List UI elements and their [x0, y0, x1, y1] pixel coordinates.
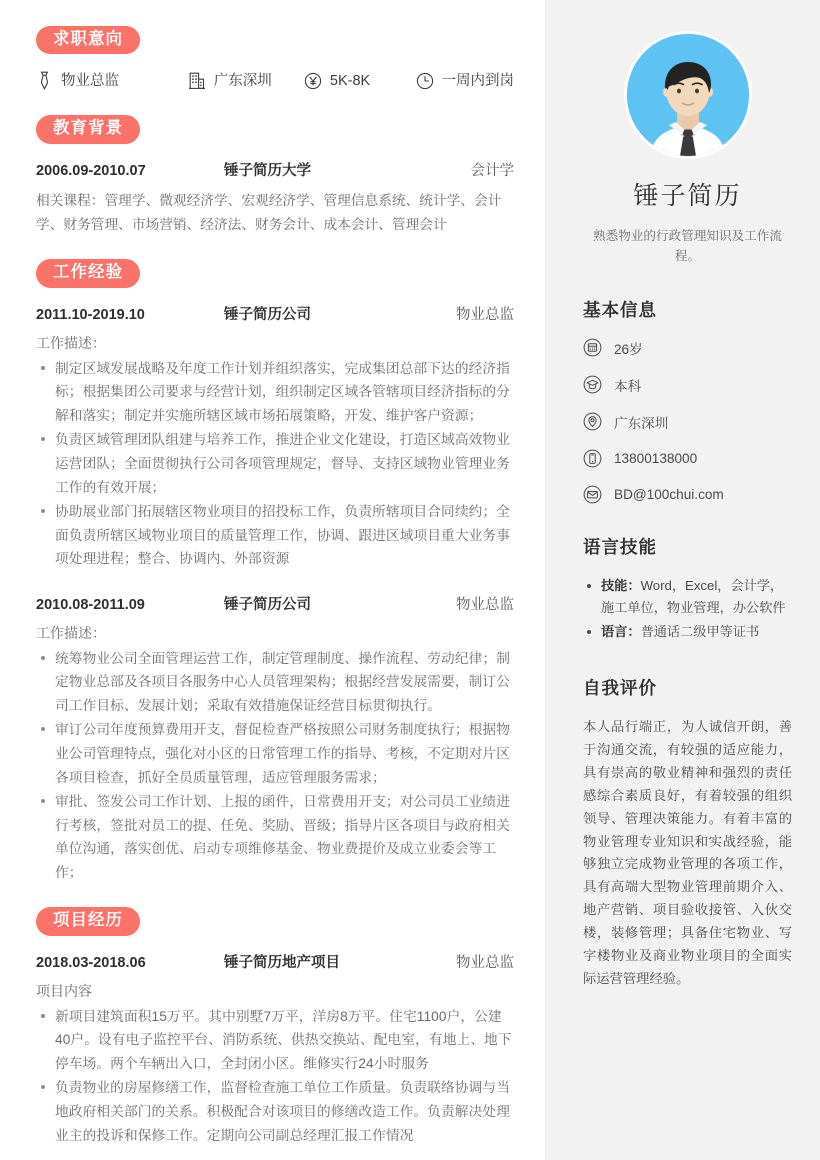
project-role: 物业总监 [456, 954, 514, 971]
avatar [627, 34, 749, 156]
job-intention-row [36, 71, 514, 90]
language-skills-heading: 语言技能 [583, 536, 657, 557]
work-bullet: 审订公司年度预算费用开支，督促检查严格按照公司财务制度执行；根据物业公司管理特点，强化对小区的日常管理工作的指导、考核，不定期对片区各项目检查，抓好全员质量管理，适应管理服务需求； [36, 718, 514, 789]
person-tagline: 熟悉物业的行政管理知识及工作流程。 [593, 229, 782, 264]
basic-info-item-phone [583, 449, 792, 468]
project-name: 锤子简历地产项目 [224, 954, 340, 971]
work-bullet: 审批、签发公司工作计划、上报的函件，日常费用开支；对公司员工业绩进行考核，签批对员工的提、任免、奖励、晋级；指导片区各项目与政府相关单位沟通，落实创优、启动专项维修基金、物业费提价及成立业委会等工作； [36, 790, 514, 884]
work-title: 物业总监 [456, 306, 514, 323]
work-bullet-list [36, 357, 514, 571]
mobile-phone-icon [583, 449, 602, 468]
education-courses: 相关课程：管理学、微观经济学、宏观经济学、管理信息系统、统计学、会计学、财务管理、市场营销、经济法、财务会计、成本会计、管理会计 [36, 192, 502, 233]
language-skills-list [583, 575, 792, 644]
calendar-icon [583, 338, 602, 357]
basic-info-degree-value: 本科 [614, 378, 642, 394]
sidebar-section-language-skills [583, 534, 792, 644]
work-company: 锤子简历公司 [224, 306, 311, 323]
work-date: 2011.10-2019.10 [36, 306, 145, 323]
language-skills-item [583, 575, 792, 619]
section-badge-project-experience: 项目经历 [36, 907, 140, 935]
basic-info-location-value: 广东深圳 [614, 415, 669, 431]
basic-info-age-value: 26岁 [614, 341, 643, 357]
avatar-illustration [627, 34, 749, 156]
basic-info-item-degree [583, 375, 792, 395]
basic-info-item-email [583, 485, 792, 504]
basic-info-heading: 基本信息 [583, 299, 657, 320]
work-date: 2010.08-2011.09 [36, 596, 145, 613]
location-pin-icon [583, 412, 602, 431]
project-content-label: 项目内容 [36, 982, 92, 999]
project-date: 2018.03-2018.06 [36, 954, 146, 971]
intent-position-label: 物业总监 [61, 73, 119, 90]
work-description-label: 工作描述： [36, 334, 106, 351]
language-skills-item [583, 621, 792, 643]
skills-label: 技能： [601, 577, 641, 593]
avatar-wrapper [583, 34, 792, 156]
intent-location-label: 广东深圳 [213, 73, 272, 90]
basic-info-list [583, 338, 792, 504]
section-education [36, 115, 514, 237]
work-description-label: 工作描述： [36, 624, 106, 641]
skills-value: Word，Excel，会计学，施工单位，物业管理，办公软件 [601, 577, 786, 615]
work-entry-header [36, 593, 514, 614]
section-project-experience [36, 907, 514, 1147]
work-company: 锤子简历公司 [224, 596, 311, 613]
education-school: 锤子简历大学 [224, 162, 311, 179]
work-title: 物业总监 [456, 596, 514, 613]
project-bullet-list [36, 1005, 514, 1147]
clock-icon [416, 72, 434, 90]
project-bullet: 负责物业的房屋修缮工作，监督检查施工单位工作质量。负责联络协调与当地政府相关部门的关系。积极配合对该项目的修缮改造工作。负责解决处理业主的投诉和保修工作。定期向公司副总经理汇报工作情况 [36, 1076, 514, 1147]
basic-info-email-value: BD@100chui.com [614, 486, 724, 502]
yen-circle-icon [304, 72, 322, 90]
work-bullet: 协助展业部门拓展辖区物业项目的招投标工作，负责所辖项目合同续约；全面负责所辖区域物业项目的质量管理工作，协调、跟进区域项目重大业务事项处理进程；整合、协调内、外部资源 [36, 500, 514, 571]
section-badge-education: 教育背景 [36, 115, 140, 143]
intent-item-availability [416, 72, 515, 90]
work-bullet: 负责区域管理团队组建与培养工作，推进企业文化建设，打造区域高效物业运营团队；全面贯彻执行公司各项管理规定，督导、支持区域物业管理业务工作的有效开展； [36, 428, 514, 499]
basic-info-item-age [583, 338, 792, 358]
section-badge-work-experience: 工作经验 [36, 259, 140, 287]
section-badge-job-intention: 求职意向 [36, 26, 140, 54]
education-date: 2006.09-2010.07 [36, 162, 146, 179]
building-icon [188, 71, 206, 90]
language-value: 普通话二级甲等证书 [640, 624, 760, 640]
self-evaluation-heading: 自我评价 [583, 678, 657, 699]
language-label: 语言： [601, 624, 641, 640]
section-work-experience [36, 259, 514, 884]
work-entry-header [36, 303, 514, 324]
envelope-icon [583, 485, 602, 504]
education-major: 会计学 [470, 162, 514, 179]
work-bullet: 统筹物业公司全面管理运营工作，制定管理制度、操作流程、劳动纪律；制定物业总部及各项目各服务中心人员管理架构；根据经营发展需要，制订公司工作目标、发展计划；采取有效措施保证经营目标贯彻执行。 [36, 647, 514, 718]
intent-availability-label: 一周内到岗 [441, 73, 514, 90]
intent-item-position [36, 71, 188, 90]
sidebar [545, 0, 820, 1160]
basic-info-phone-value: 13800138000 [614, 450, 698, 466]
sidebar-section-self-evaluation [583, 675, 792, 990]
project-entry-header [36, 951, 514, 972]
intent-item-location [188, 71, 304, 90]
intent-item-salary [304, 72, 416, 90]
basic-info-item-location [583, 412, 792, 432]
sidebar-section-basic-info [583, 297, 792, 504]
education-entry-header [36, 159, 514, 180]
section-job-intention [36, 26, 514, 90]
necktie-icon [36, 71, 53, 90]
graduation-cap-icon [583, 375, 602, 394]
intent-salary-label: 5K-8K [329, 73, 371, 90]
work-bullet-list [36, 647, 514, 885]
project-bullet: 新项目建筑面积15万平。其中别墅7万平，洋房8万平。住宅1100户，公建40户。设有电子监控平台、消防系统、供热交换站、配电室，有地上、地下停车场。两个车辆出入口，全封闭小区。维修实行24小时服务 [36, 1005, 514, 1076]
self-evaluation-text: 本人品行端正，为人诚信开朗，善于沟通交流，有较强的适应能力，具有崇高的敬业精神和强烈的责任感综合素质良好，有着较强的组织领导、管理决策能力。有着丰富的物业管理专业知识和实战经验，能够独立完成物业管理的各项工作，具有高端大型物业管理前期介入、地产营销、项目验收接管、入伙交楼，装修管理；具备住宅物业、写字楼物业及商业物业项目的全面实际运营管理经验。 [583, 719, 792, 986]
work-bullet: 制定区域发展战略及年度工作计划并组织落实，完成集团总部下达的经济指标；根据集团公司要求与经营计划，组织制定区域各管辖项目经济指标的分解和落实；制定并实施所辖区域市场拓展策略，开发、维护客户资源； [36, 357, 514, 428]
person-name: 锤子简历 [633, 182, 742, 210]
